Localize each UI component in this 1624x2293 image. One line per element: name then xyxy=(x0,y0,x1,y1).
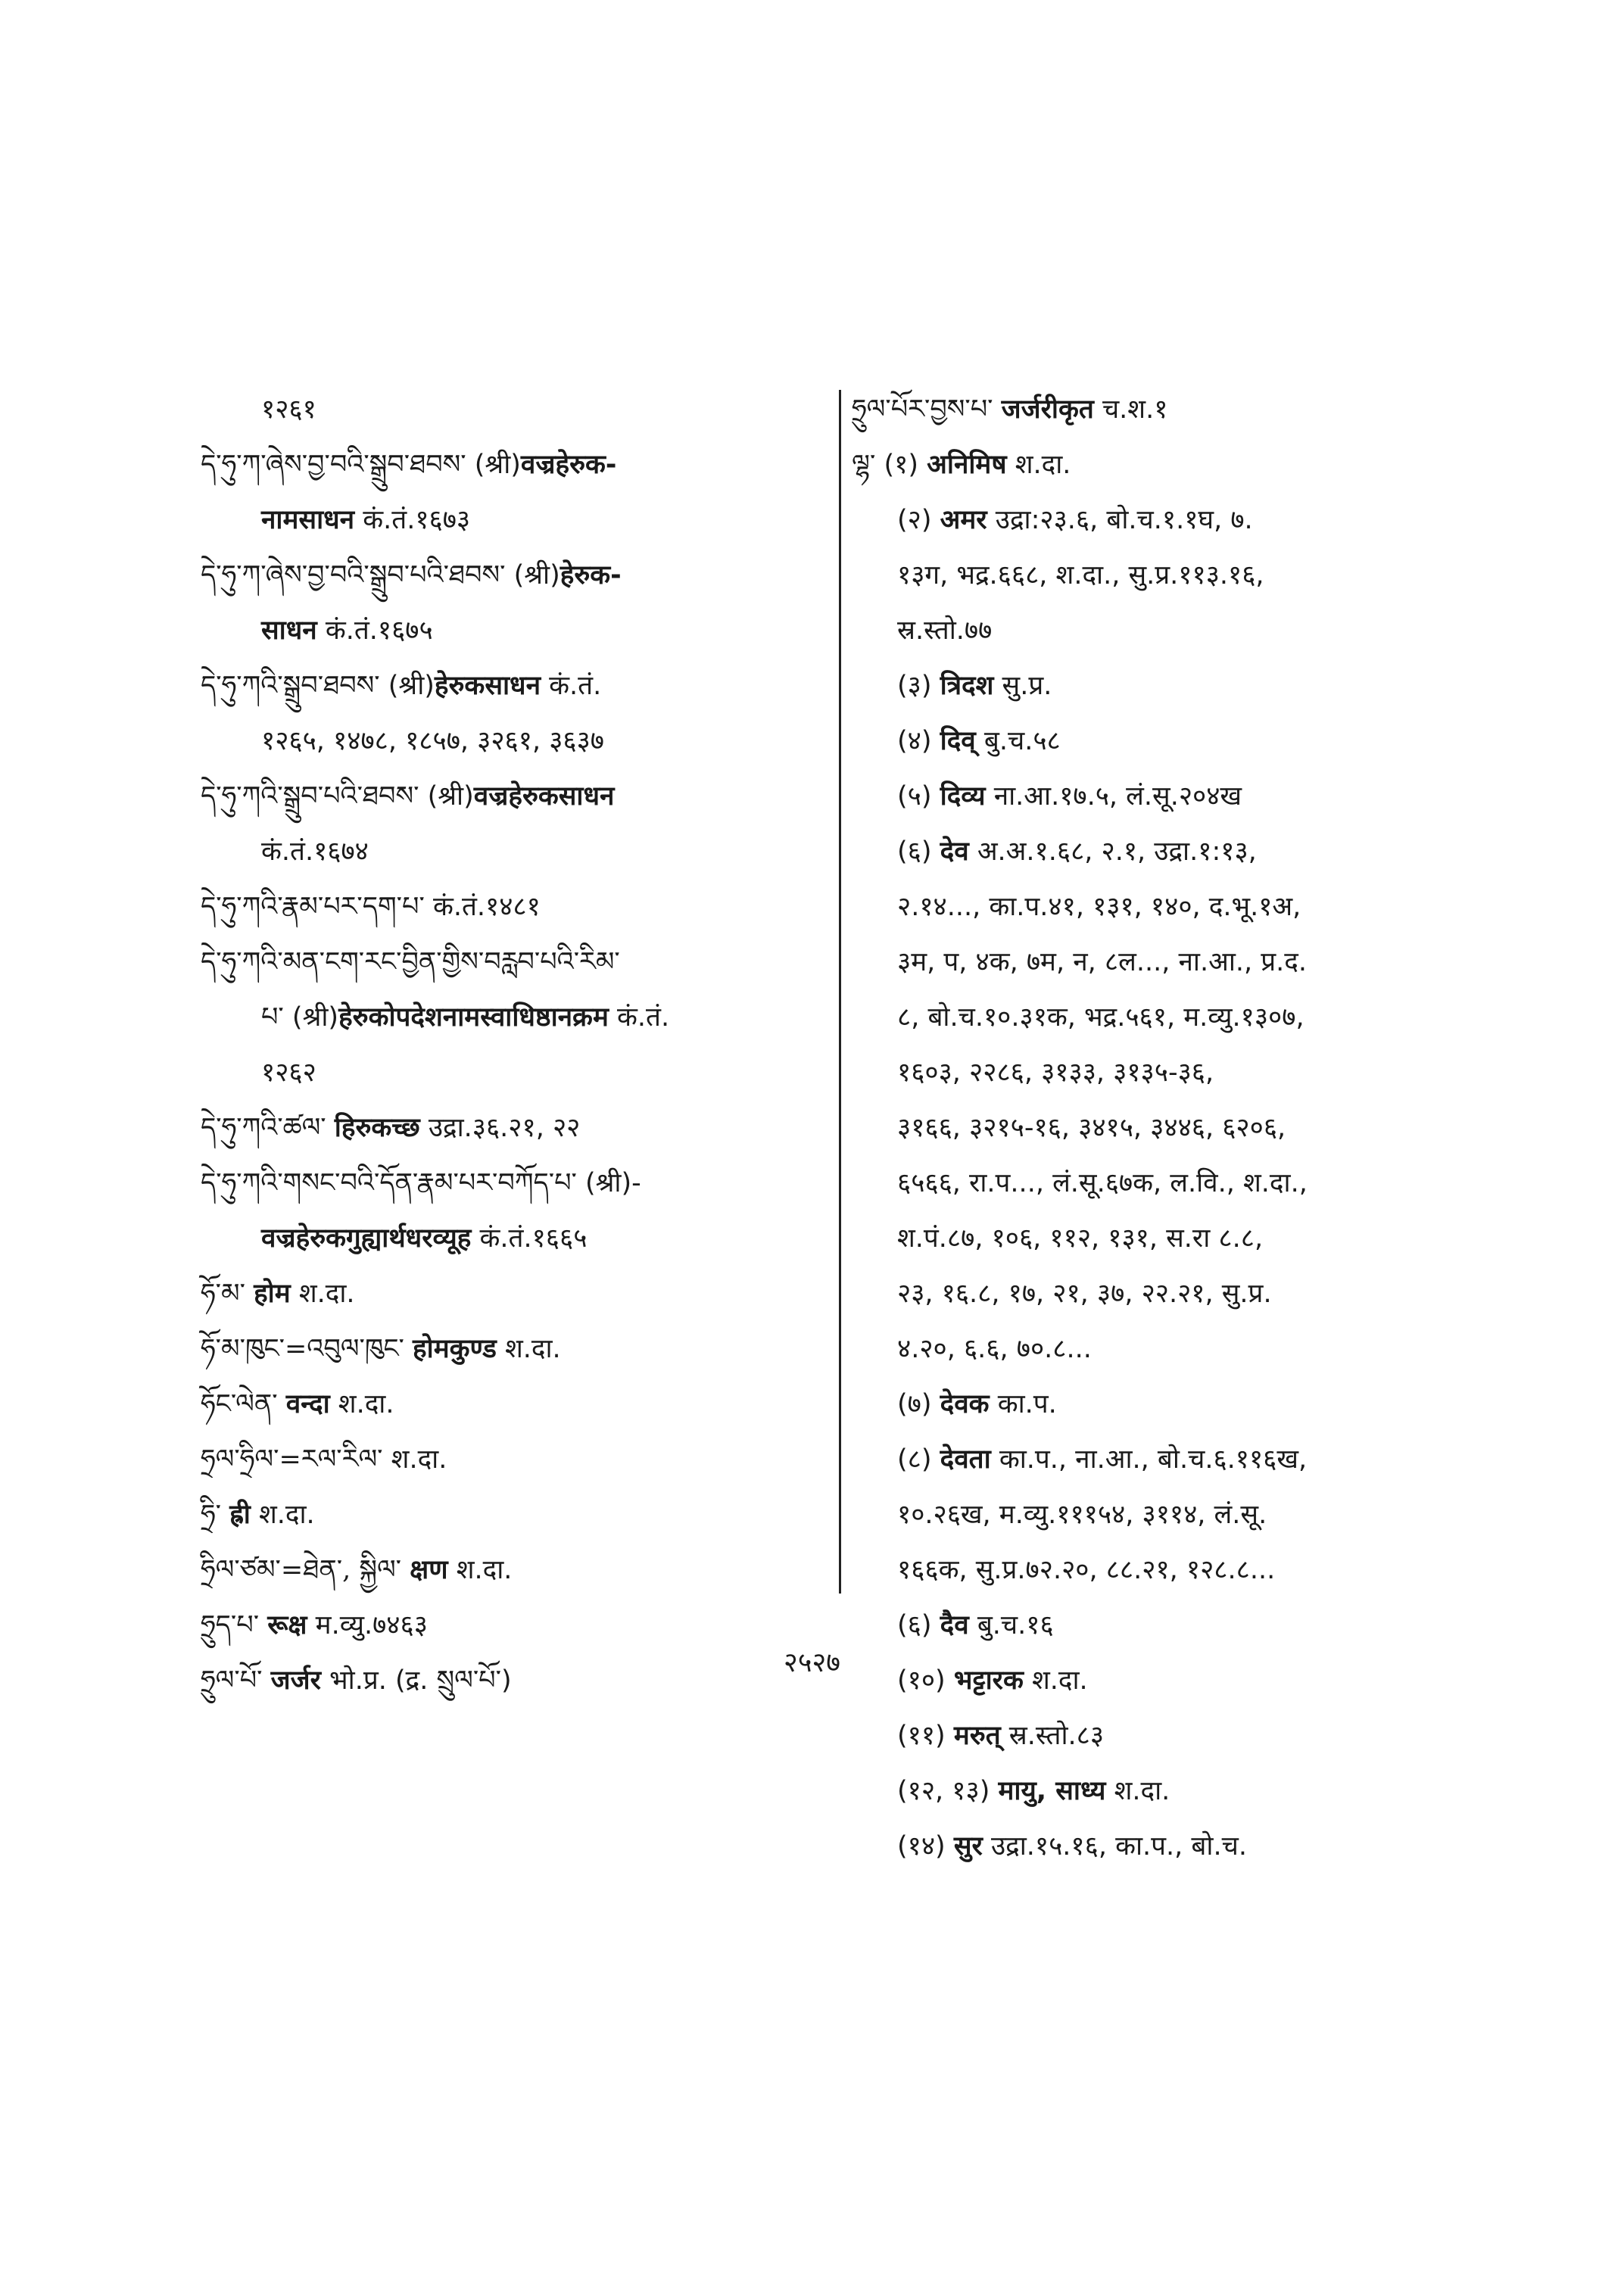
sanskrit-term: क्षण xyxy=(410,1555,448,1585)
reference-text: (६) xyxy=(897,1610,940,1640)
entry-line xyxy=(201,1045,806,1101)
sanskrit-term: हेरुकोपदेशनामस्वाधिष्ठानक्रम xyxy=(338,1002,609,1033)
entry-line xyxy=(201,824,806,880)
reference-text: श.पं.८७, १०६, ११२, १३१, स.रा ८.८, xyxy=(897,1223,1264,1254)
reference-text: श.दा. xyxy=(1006,450,1071,480)
reference-text: ८, बो.च.१०.३१क, भद्र.५६१, म.व्यु.१३०७, xyxy=(897,1002,1304,1033)
reference-text: श.दा. xyxy=(1023,1665,1088,1696)
entry-line xyxy=(201,1432,806,1488)
entry-line xyxy=(201,1488,806,1543)
reference-text: (५) xyxy=(897,781,940,812)
reference-text: ३म, प, ४क, ७म, न, ८ल..., ना.आ., प्र.द. xyxy=(897,947,1307,977)
entry-line xyxy=(852,1432,1473,1488)
sanskrit-term: दैव xyxy=(940,1610,969,1640)
reference-text: कं.तं. xyxy=(608,1002,670,1033)
entry-line xyxy=(201,1211,806,1266)
sanskrit-term: हेरुकसाधन xyxy=(434,671,541,701)
reference-text: उद्रा.१५.१६, का.प., बो.च. xyxy=(982,1831,1247,1862)
reference-text: ४.२०, ६.६, ७०.८... xyxy=(897,1334,1092,1364)
entry-line xyxy=(852,1488,1473,1543)
sanskrit-term: देव xyxy=(940,837,969,867)
entry-line xyxy=(201,1156,806,1211)
sanskrit-term: हिरुकच्छ xyxy=(334,1113,420,1143)
entry-line xyxy=(201,1101,806,1156)
tibetan-headword: ཧྲུད་པ་ xyxy=(201,1610,260,1640)
reference-text xyxy=(404,1334,413,1364)
entry-line xyxy=(852,1045,1473,1101)
entry-line xyxy=(852,659,1473,714)
reference-text: (श्री)- xyxy=(576,1168,641,1198)
entry-line xyxy=(201,880,806,935)
tibetan-headword: ཧོ་མ་ཁུང་=འབུལ་ཁུང་ xyxy=(201,1334,404,1364)
reference-text: कं.तं.१४८१ xyxy=(424,892,541,922)
sanskrit-term: हेरुक- xyxy=(560,560,622,590)
reference-text: (१२, १३) xyxy=(897,1776,999,1806)
entry-line xyxy=(852,382,1473,438)
entry-line xyxy=(852,1211,1473,1266)
reference-text: श.दा. xyxy=(329,1389,394,1419)
reference-text: च.श.१ xyxy=(1093,394,1168,425)
reference-text: (२) xyxy=(897,505,940,535)
reference-text xyxy=(401,1555,410,1585)
reference-text: श.दा. xyxy=(382,1444,447,1475)
reference-text: स्र.स्तो.८३ xyxy=(1000,1721,1105,1751)
reference-text: बु.च.५८ xyxy=(975,726,1061,756)
reference-text: (११) xyxy=(897,1721,954,1751)
entry-line xyxy=(201,935,806,990)
reference-text xyxy=(993,394,1002,425)
tibetan-headword: ཧྲི་ xyxy=(201,1500,222,1530)
reference-text: ६५६६, रा.प..., लं.सू.६७क, ल.वि., श.दा., xyxy=(897,1168,1308,1198)
reference-text: ना.आ.१७.५, लं.सू.२०४ख xyxy=(985,781,1242,812)
tibetan-headword: ལྷ་ xyxy=(852,450,876,480)
entry-line xyxy=(852,935,1473,990)
entry-line xyxy=(852,990,1473,1045)
reference-text: भो.प्र. (द्र. xyxy=(320,1665,437,1696)
sanskrit-term: दिव्य xyxy=(940,781,986,812)
tibetan-headword: དེ་ཧུ་ཀའི་ཚལ་ xyxy=(201,1113,326,1143)
entry-line xyxy=(201,548,806,603)
sanskrit-term: साधन xyxy=(261,615,317,646)
tibetan-headword: ཧྲལ་ཧྲིལ་=རལ་རིལ་ xyxy=(201,1444,383,1475)
reference-text: (श्री) xyxy=(283,1002,339,1033)
entry-line xyxy=(852,1266,1473,1322)
reference-text: १२६२ xyxy=(261,1058,316,1088)
sanskrit-term: मायु, साध्य xyxy=(998,1776,1106,1806)
reference-text: उद्रा.३६.२१, २२ xyxy=(419,1113,581,1143)
reference-text: १२६१ xyxy=(261,394,316,425)
page-number: २५२७ xyxy=(784,1647,840,1678)
reference-text xyxy=(259,1610,267,1640)
reference-text xyxy=(278,1389,286,1419)
reference-text xyxy=(221,1500,229,1530)
reference-text: १०.२६ख, म.व्यु.१११५४, ३११४, लं.सू. xyxy=(897,1500,1267,1530)
reference-text: का.प., ना.आ., बो.च.६.११६ख, xyxy=(990,1444,1308,1475)
entry-line xyxy=(201,714,806,769)
reference-text: श.दा. xyxy=(496,1334,561,1364)
sanskrit-term: भट्टारक xyxy=(953,1665,1024,1696)
tibetan-headword: དེ་ཧུ་ཀའི་རྣམ་པར་དག་པ་ xyxy=(201,892,425,922)
reference-text: श.दा. xyxy=(447,1555,513,1585)
reference-text: बु.च.१६ xyxy=(968,1610,1054,1640)
tibetan-headword: ཧྲུལ་པོར་བྱས་པ་ xyxy=(852,394,993,425)
reference-text: (४) xyxy=(897,726,940,756)
reference-text: १६६क, सु.प्र.७२.२०, ८८.२१, १२८.८... xyxy=(897,1555,1276,1585)
reference-text: (३) xyxy=(897,671,940,701)
sanskrit-term: मरुत् xyxy=(953,1721,1001,1751)
entry-line xyxy=(852,1322,1473,1377)
entry-line xyxy=(852,1156,1473,1211)
sanskrit-term: रूक्ष xyxy=(267,1610,307,1640)
entry-line xyxy=(201,1322,806,1377)
left-column xyxy=(201,382,806,1709)
sanskrit-term: जर्जरीकृत xyxy=(1001,394,1094,425)
reference-text: कं.तं.१६७५ xyxy=(316,615,433,646)
entry-line xyxy=(852,603,1473,659)
reference-text: श.दा. xyxy=(1105,1776,1170,1806)
sanskrit-term: नामसाधन xyxy=(261,505,355,535)
reference-text: ) xyxy=(500,1665,512,1696)
reference-text: २.१४..., का.प.४१, १३१, १४०, द.भू.१अ, xyxy=(897,892,1301,922)
sanskrit-term: देवता xyxy=(940,1444,991,1475)
reference-text: २३, १६.८, १७, २१, ३७, २२.२१, सु.प्र. xyxy=(897,1279,1272,1309)
entry-line xyxy=(852,1101,1473,1156)
entry-line xyxy=(201,438,806,493)
reference-text: सु.प्र. xyxy=(993,671,1052,701)
entry-line xyxy=(852,880,1473,935)
tibetan-headword: པ་ xyxy=(261,1002,284,1033)
reference-text: (श्री) xyxy=(466,450,521,480)
entry-line xyxy=(201,769,806,824)
sanskrit-term: देवक xyxy=(940,1389,990,1419)
reference-text: (१) xyxy=(875,450,927,480)
reference-text: श.दा. xyxy=(250,1500,315,1530)
entry-line xyxy=(201,1543,806,1598)
entry-line xyxy=(852,1709,1473,1764)
sanskrit-term: वज्रहेरुक- xyxy=(520,450,617,480)
sanskrit-term: होमकुण्ड xyxy=(413,1334,497,1364)
reference-text: अ.अ.१.६८, २.१, उद्रा.१:१३, xyxy=(968,837,1257,867)
reference-text: (श्री) xyxy=(505,560,560,590)
entry-line xyxy=(201,1266,806,1322)
reference-text: कं.तं.१६७४ xyxy=(261,837,369,867)
sanskrit-term: त्रिदश xyxy=(940,671,994,701)
entry-line xyxy=(852,493,1473,548)
tibetan-headword: ཧོང་ལེན་ xyxy=(201,1389,278,1419)
reference-text: (७) xyxy=(897,1389,940,1419)
entry-line xyxy=(201,1377,806,1432)
entry-line xyxy=(852,1377,1473,1432)
entry-line xyxy=(852,1543,1473,1598)
reference-text xyxy=(245,1279,254,1309)
reference-text: (८) xyxy=(897,1444,940,1475)
tibetan-headword: ཧྲིལ་ཙམ་=ཐེན་, སྐྱིལ་ xyxy=(201,1555,402,1585)
tibetan-headword: དེ་ཧུ་ཀའི་གསང་བའི་དོན་རྣམ་པར་བཀོད་པ་ xyxy=(201,1168,577,1198)
entry-line xyxy=(852,548,1473,603)
entry-line xyxy=(852,714,1473,769)
entry-line xyxy=(852,769,1473,824)
reference-text: श.दा. xyxy=(290,1279,355,1309)
sanskrit-term: अनिमिष xyxy=(927,450,1007,480)
reference-text: (१४) xyxy=(897,1831,954,1862)
entry-line xyxy=(201,659,806,714)
tibetan-headword: དེ་ཧུ་ཀའི་མན་ངག་རང་བྱིན་གྱིས་བརླབ་པའི་རིམ་ xyxy=(201,947,620,977)
reference-text: कं.तं.१६६५ xyxy=(471,1223,588,1254)
reference-text: का.प. xyxy=(989,1389,1057,1419)
entry-line xyxy=(852,438,1473,493)
entry-line xyxy=(852,1819,1473,1874)
reference-text: १६०३, २२८६, ३१३३, ३१३५-३६, xyxy=(897,1058,1214,1088)
column-divider xyxy=(839,390,841,1594)
entry-line xyxy=(201,603,806,659)
reference-text: ३१६६, ३२१५-१६, ३४१५, ३४४६, ६२०६, xyxy=(897,1113,1286,1143)
entry-line xyxy=(852,1764,1473,1819)
sanskrit-term: दिव् xyxy=(940,726,976,756)
reference-text: उद्रा:२३.६, बो.च.१.१घ, ७. xyxy=(987,505,1253,535)
tibetan-headword: དེ་ཧུ་ཀ་ཞེས་བྱ་བའི་སྒྲུབ་ཐབས་ xyxy=(201,450,466,480)
reference-text: म.व्यु.७४६३ xyxy=(307,1610,428,1640)
reference-text xyxy=(326,1113,335,1143)
sanskrit-term: सुर xyxy=(953,1831,983,1862)
tibetan-headword: དེ་ཧུ་ཀའི་སྒྲུབ་པའི་ཐབས་ xyxy=(201,781,419,812)
reference-text: कं.तं. xyxy=(541,671,602,701)
reference-text: (श्री) xyxy=(419,781,474,812)
tibetan-headword: ཧོ་མ་ xyxy=(201,1279,245,1309)
entry-line xyxy=(201,493,806,548)
sanskrit-term: अमर xyxy=(940,505,987,535)
entry-line xyxy=(201,382,806,438)
reference-text: स्र.स्तो.७७ xyxy=(897,615,993,646)
reference-text: (६) xyxy=(897,837,940,867)
sanskrit-term: जर्जर xyxy=(270,1665,321,1696)
tibetan-headword: དེ་ཧུ་ཀ་ཞེས་བྱ་བའི་སྒྲུབ་པའི་ཐབས་ xyxy=(201,560,506,590)
sanskrit-term: ह्री xyxy=(229,1500,251,1530)
reference-text: १२६५, १४७८, १८५७, ३२६१, ३६३७ xyxy=(261,726,605,756)
entry-line xyxy=(852,824,1473,880)
reference-text: कं.तं.१६७३ xyxy=(354,505,471,535)
sanskrit-term: वन्दा xyxy=(285,1389,330,1419)
sanskrit-term: वज्रहेरुकगुह्यार्थधरव्यूह xyxy=(261,1223,472,1254)
sanskrit-term: होम xyxy=(254,1279,291,1309)
reference-text: १३ग, भद्र.६६८, श.दा., सु.प्र.११३.१६, xyxy=(897,560,1264,590)
entry-line xyxy=(201,990,806,1045)
reference-text: (श्री) xyxy=(379,671,435,701)
tibetan-headword: སྲུལ་པོ་ xyxy=(436,1665,501,1696)
tibetan-headword: ཧྲུལ་པོ་ xyxy=(201,1665,263,1696)
reference-text: (१०) xyxy=(897,1665,954,1696)
tibetan-headword: དེ་ཧུ་ཀའི་སྒྲུབ་ཐབས་ xyxy=(201,671,380,701)
sanskrit-term: वज्रहेरुकसाधन xyxy=(473,781,615,812)
